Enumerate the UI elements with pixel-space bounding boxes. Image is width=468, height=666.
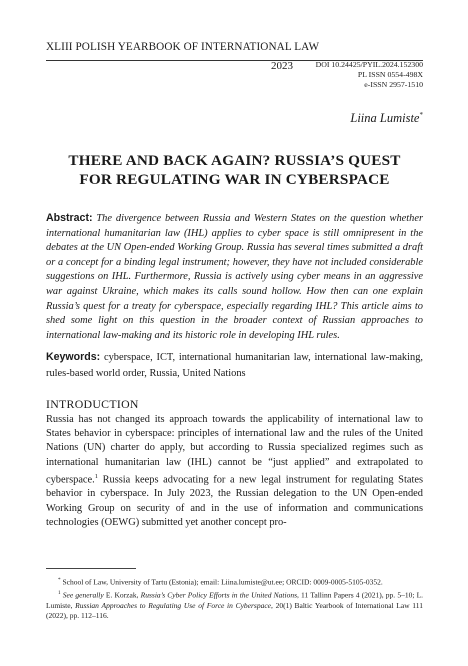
footnote-1-lead: See generally [62,590,104,600]
article-title-line-2: FOR REGULATING WAR IN CYBERSPACE [79,171,390,188]
footnote-1-rest1: , 11 Tallinn Papers 4 (2021), pp. 5–10; L. Lumiste, [46,590,424,610]
keywords-text: cyberspace, ICT, international humanitarian law, international law-making, rules-based world order, Russia, United Nations [46,352,423,379]
footnote-1-title2: Russian Approaches to Regulating Use of Force in Cyberspace [75,600,271,610]
author-footnote-mark[interactable]: * [419,111,423,119]
doi[interactable]: DOI 10.24425/PYIL.2024.152300 [315,60,423,69]
introduction-paragraph [46,413,423,530]
eissn: e-ISSN 2957-1510 [364,79,423,89]
article-title-line-1: THERE AND BACK AGAIN? RUSSIA’S QUEST [68,152,401,169]
footnote-author [46,575,423,588]
journal-title: XLIII POLISH YEARBOOK OF INTERNATIONAL LAW [46,41,320,53]
section-heading-introduction: INTRODUCTION [46,397,139,411]
footnote-1-rest2: , 20(1) Baltic Yearbook of International Law 111 (2022), pp. 112–116. [46,600,424,621]
abstract [46,211,423,343]
footnote-1 [46,588,423,622]
keywords [46,350,423,381]
keywords-label: Keywords: [46,351,101,363]
footnote-ref-1[interactable]: 1 [94,472,98,480]
article-title [46,151,423,189]
footnote-1-title1: Russia’s Cyber Policy Efforts in the United Nations [140,590,297,600]
introduction-text-part-1: Russia has not changed its approach towards the applicability of international law to States behavior in cyberspace: principles of international law and the rules of the United Nations (UN) charter do apply, but according to Russia specialized regimes such as international humanitarian law (IHL) cannot be “just applied” and extrapolated to cyberspace. [46,414,423,486]
introduction-text-part-2: Russia keeps advocating for a new legal instrument for regulating States behavior in cyberspace. In July 2023, the Russian delegation to the UN Open-ended Working Group on security of and in the use of information and communications technologies (OEWG) submitted yet another concept pro- [46,474,423,528]
footnote-1-mark: 1 [58,589,61,596]
author-name [350,111,423,126]
footnote-rule [46,568,136,569]
journal-year: 2023 [271,60,293,72]
abstract-label: Abstract: [46,212,93,224]
publication-identifiers [316,60,423,89]
footnotes [46,575,423,622]
footnote-1-author1: E. Korzak, [105,590,139,600]
footnote-author-mark: * [58,577,61,583]
author-name-text: Liina Lumiste [350,111,420,126]
footnote-author-text: School of Law, University of Tartu (Estonia); email: Liina.lumiste@ut.ee; ORCID: 0009-0005-5105-0352. [62,577,383,587]
abstract-text: The divergence between Russia and Western States on the question whether international humanitarian law (IHL) applies to cyber space is still omnipresent in the debates at the UN Open-ended Working Group. Russia has several times submitted a draft or a concept for a binding legal instrument; however, they have not included considerable suggestions on IHL. Furthermore, Russia is actively using cyber means in an aggressive war against Ukraine, which makes its calls sound hollow. How then can one explain Russia’s quest for a treaty for cyberspace, especially regarding IHL? This article aims to shed some light on this question in the broader context of Russian approaches to international law-making and its historic role in developing IHL rules. [46,213,423,341]
issn: PL ISSN 0554-498X [357,69,423,79]
